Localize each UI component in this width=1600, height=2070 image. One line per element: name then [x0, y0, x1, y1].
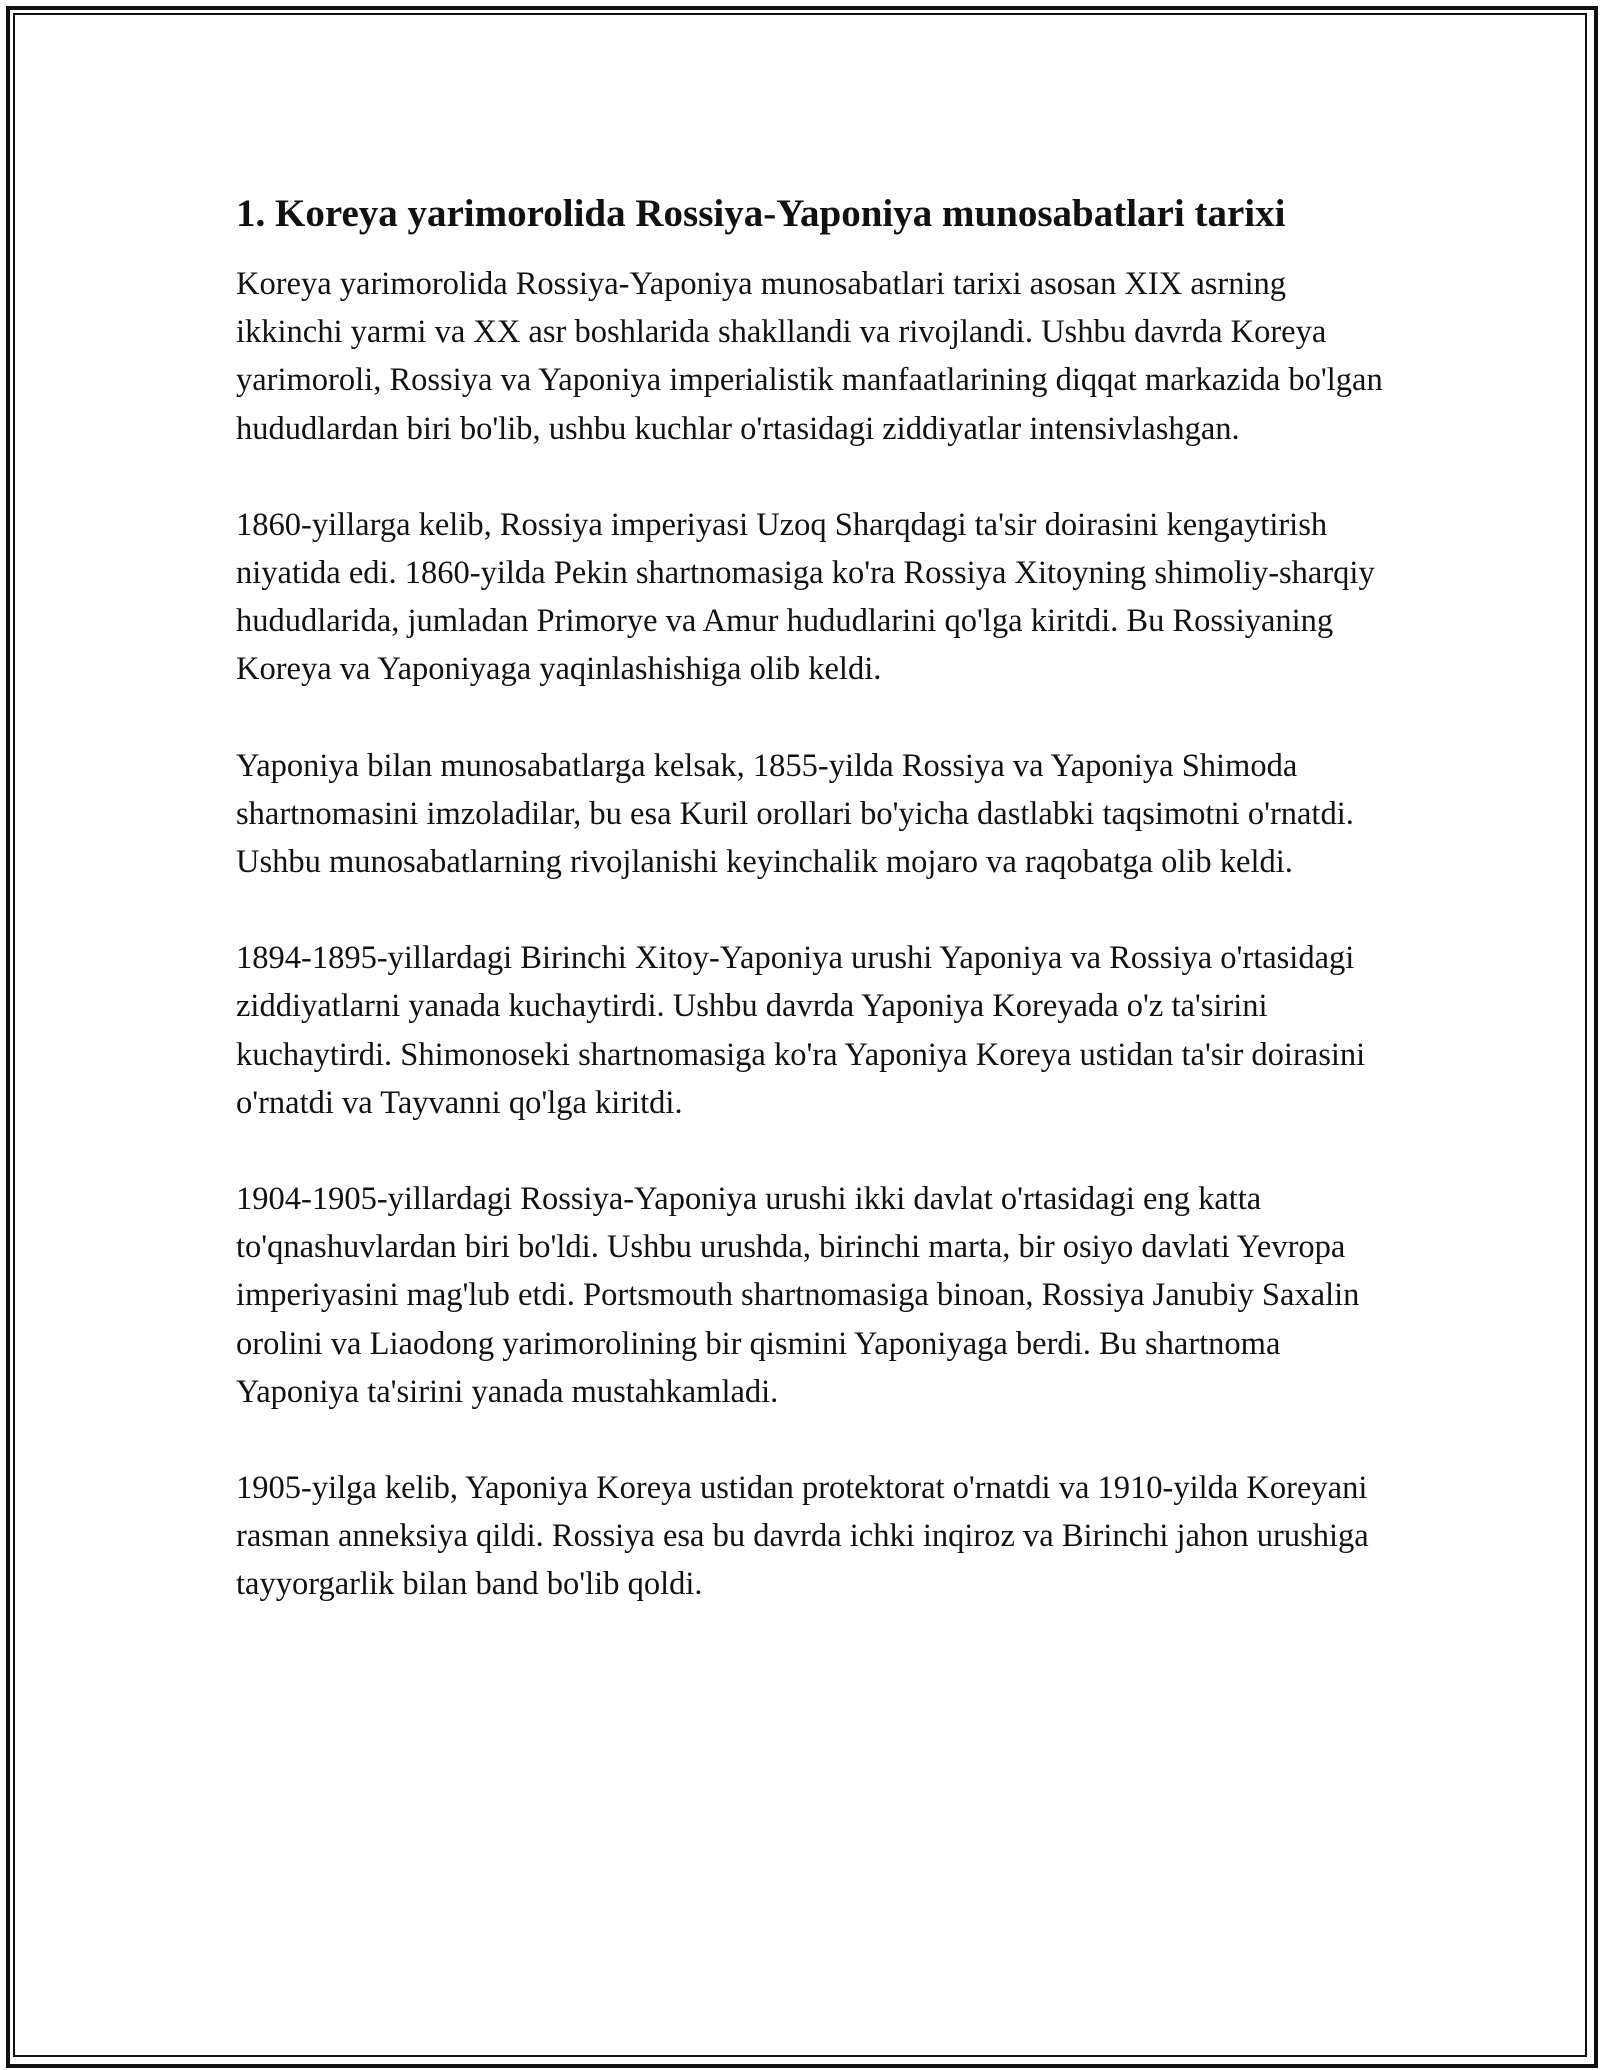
paragraph: 1894-1895-yillardagi Birinchi Xitoy-Yaponiya urushi Yaponiya va Rossiya o'rtasidagi ziddiyatlarni yanada kuchaytirdi. Ushbu davrda Yaponiya Koreyada o'z ta'sirini kuchaytirdi. Shimonoseki shartnomasiga ko'ra Yaponiya Koreya ustidan ta'sir doirasini o'rnatdi va Tayvanni qo'lga kiritdi. — [236, 940, 1366, 1121]
paragraph: 1860-yillarga kelib, Rossiya imperiyasi Uzoq Sharqdagi ta'sir doirasini kengaytirish niyatida edi. 1860-yilda Pekin shartnomasiga ko'ra Rossiya Xitoyning shimoliy-sharqiy hududlarida, jumladan Primorye va Amur hududlarini qo'lga kiritdi. Bu Rossiyaning Koreya va Yaponiyaga yaqinlashishiga olib keldi. — [236, 506, 1375, 688]
paragraph: Yaponiya bilan munosabatlarga kelsak, 1855-yilda Rossiya va Yaponiya Shimoda shartnomasini imzoladilar, bu esa Kuril orollari bo'yicha dastlabki taqsimotni o'rnatdi. Ushbu munosabatlarning rivojlanishi keyinchalik mojaro va raqobatga olib keldi. — [236, 747, 1354, 881]
paragraph: Koreya yarimorolida Rossiya-Yaponiya munosabatlari tarixi asosan XIX asrning ikkinchi yarmi va XX asr boshlarida shakllandi va rivojlandi. Ushbu davrda Koreya yarimoroli, Rossiya va Yaponiya imperialistik manfaatlarining diqqat markazida bo'lgan hududlardan biri bo'lib, ushbu kuchlar o'rtasidagi ziddiyatlar intensivlashgan. — [236, 266, 1383, 447]
paragraph: 1904-1905-yillardagi Rossiya-Yaponiya urushi ikki davlat o'rtasidagi eng katta to'qnashuvlardan biri bo'ldi. Ushbu urushda, birinchi marta, bir osiyo davlati Yevropa imperiyasini mag'lub etdi. Portsmouth shartnomasiga binoan, Rossiya Janubiy Saxalin orolini va Liaodong yarimorolining bir qismini Yaponiyaga berdi. Bu shartnoma Yaponiya ta'sirini yanada mustahkamladi. — [236, 1181, 1360, 1410]
section-heading: 1. Koreya yarimorolida Rossiya-Yaponiya munosabatlari tarixi — [236, 192, 1286, 235]
paragraph: 1905-yilga kelib, Yaponiya Koreya ustidan protektorat o'rnatdi va 1910-yilda Koreyani rasman anneksiya qildi. Rossiya esa bu davrda ichki inqiroz va Birinchi jahon urushiga tayyorgarlik bilan band bo'lib qoldi. — [236, 1470, 1369, 1603]
document-body — [236, 186, 1396, 1657]
